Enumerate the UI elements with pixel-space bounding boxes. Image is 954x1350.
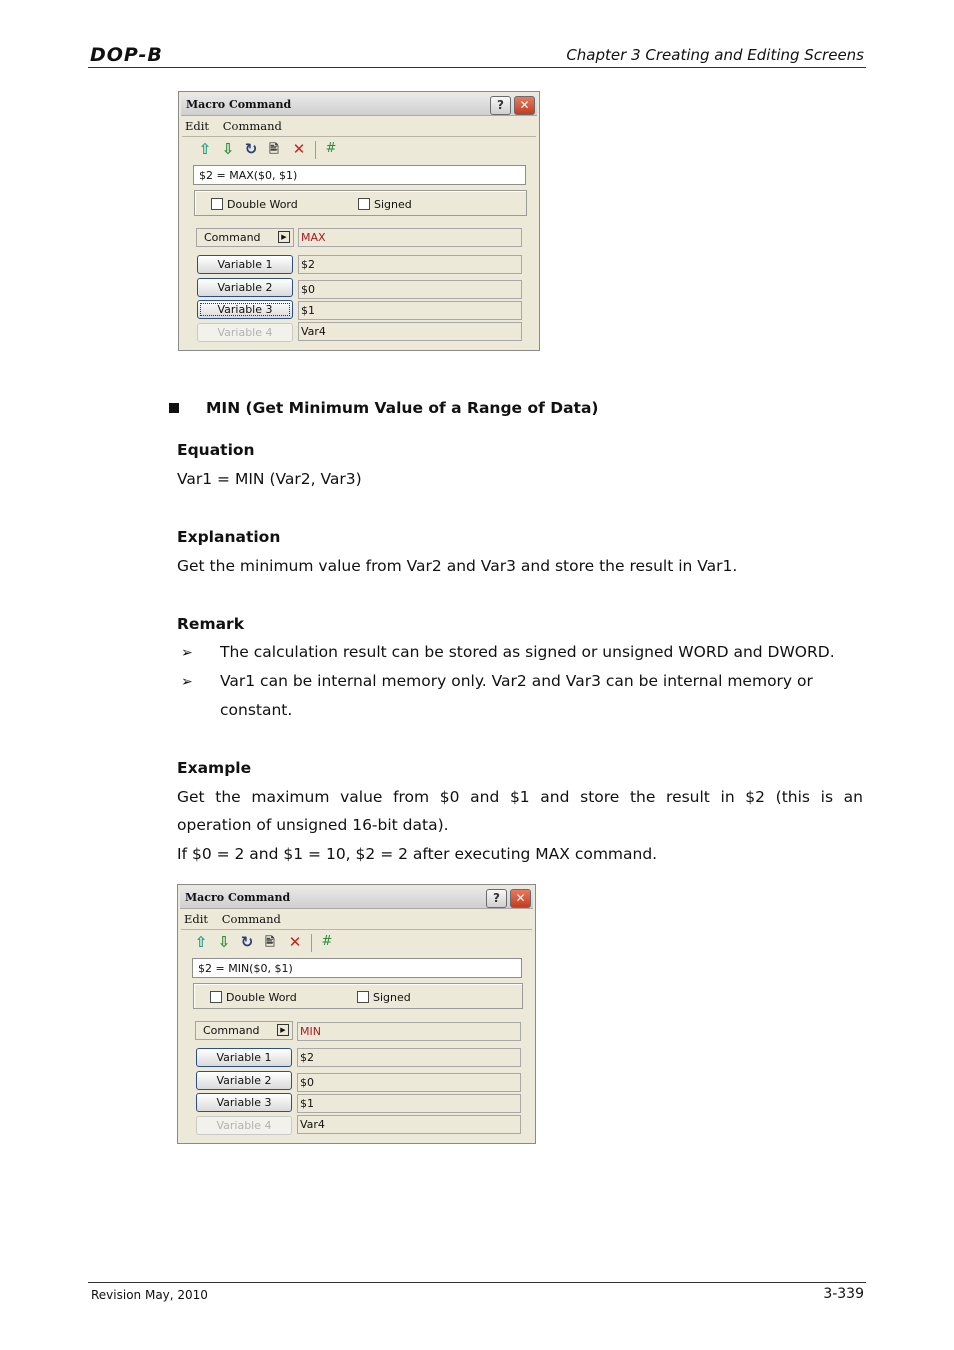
variable-1-button[interactable]: Variable 1 bbox=[197, 255, 293, 274]
equation-label: Equation bbox=[177, 441, 255, 459]
double-word-checkbox[interactable] bbox=[210, 991, 297, 1004]
toolbar-separator bbox=[315, 141, 316, 159]
section-heading: MIN (Get Minimum Value of a Range of Data) bbox=[206, 399, 599, 417]
command-value-field: MIN bbox=[297, 1022, 521, 1041]
command-label: Command bbox=[203, 1024, 260, 1037]
move-up-icon[interactable]: ⇧ bbox=[194, 933, 208, 951]
expression-input[interactable]: $2 = MIN($0, $1) bbox=[192, 958, 522, 978]
signed-label: Signed bbox=[373, 991, 411, 1004]
double-word-checkbox[interactable] bbox=[211, 198, 298, 211]
undo-icon[interactable]: ↻ bbox=[244, 140, 258, 158]
close-button[interactable]: ✕ bbox=[514, 96, 535, 115]
move-down-icon[interactable]: ⇩ bbox=[221, 140, 235, 158]
variable-3-field[interactable]: $1 bbox=[298, 301, 522, 320]
variable-4-button: Variable 4 bbox=[196, 1116, 292, 1135]
checkbox-box-icon[interactable] bbox=[210, 991, 222, 1003]
checkbox-box-icon[interactable] bbox=[358, 198, 370, 210]
remark-arrow-icon: ➢ bbox=[181, 674, 193, 690]
expression-input[interactable]: $2 = MAX($0, $1) bbox=[193, 165, 526, 185]
variable-2-field[interactable]: $0 bbox=[298, 280, 522, 299]
dialog-title: Macro Command bbox=[185, 891, 291, 904]
command-value-field: MAX bbox=[298, 228, 522, 247]
variable-2-field[interactable]: $0 bbox=[297, 1073, 521, 1092]
options-panel bbox=[194, 190, 527, 216]
header-rule bbox=[88, 67, 866, 68]
copy-icon[interactable]: 🖹 bbox=[269, 142, 279, 156]
remark-item-2-cont: constant. bbox=[220, 701, 293, 719]
signed-label: Signed bbox=[374, 198, 412, 211]
help-button[interactable]: ? bbox=[486, 889, 507, 908]
undo-icon[interactable]: ↻ bbox=[240, 933, 254, 951]
menu-separator bbox=[181, 929, 532, 930]
macro-command-dialog-max bbox=[178, 91, 540, 351]
delete-icon[interactable]: ✕ bbox=[288, 933, 302, 951]
example-line-3: If $0 = 2 and $1 = 10, $2 = 2 after executing MAX command. bbox=[177, 845, 658, 863]
menu-separator bbox=[182, 136, 536, 137]
double-word-label: Double Word bbox=[227, 198, 298, 211]
copy-icon[interactable]: 🖹 bbox=[265, 935, 275, 949]
revision-text: Revision May, 2010 bbox=[91, 1288, 208, 1302]
checkbox-box-icon[interactable] bbox=[357, 991, 369, 1003]
macro-command-dialog-min bbox=[177, 884, 536, 1144]
dialog-titlebar bbox=[181, 94, 537, 116]
example-line-2: operation of unsigned 16-bit data). bbox=[177, 816, 449, 834]
menu-edit[interactable]: Edit bbox=[185, 119, 210, 133]
command-label: Command bbox=[204, 231, 261, 244]
example-label: Example bbox=[177, 759, 252, 777]
page-number: 3-339 bbox=[823, 1286, 864, 1302]
double-word-label: Double Word bbox=[226, 991, 297, 1004]
variable-1-field[interactable]: $2 bbox=[298, 255, 522, 274]
signed-checkbox[interactable] bbox=[357, 991, 411, 1004]
close-button[interactable]: ✕ bbox=[510, 889, 531, 908]
example-line-1: Get the maximum value from $0 and $1 and store the result in $2 (this is an bbox=[177, 788, 863, 806]
remark-item-2: Var1 can be internal memory only. Var2 and Var3 can be internal memory or bbox=[220, 672, 813, 690]
variable-1-button[interactable]: Variable 1 bbox=[196, 1048, 292, 1067]
chapter-title: Chapter 3 Creating and Editing Screens bbox=[566, 46, 864, 64]
variable-3-button[interactable]: Variable 3 bbox=[196, 1093, 292, 1112]
command-selector[interactable] bbox=[196, 228, 294, 247]
command-selector[interactable] bbox=[195, 1021, 293, 1040]
menu-command[interactable]: Command bbox=[222, 119, 282, 133]
move-up-icon[interactable]: ⇧ bbox=[198, 140, 212, 158]
explanation-label: Explanation bbox=[177, 528, 281, 546]
options-panel bbox=[193, 983, 523, 1009]
checkbox-box-icon[interactable] bbox=[211, 198, 223, 210]
toolbar-separator bbox=[311, 934, 312, 952]
variable-4-button: Variable 4 bbox=[197, 323, 293, 342]
hash-icon[interactable]: # bbox=[321, 934, 333, 949]
arrow-right-icon[interactable]: ▶ bbox=[278, 231, 290, 243]
remark-arrow-icon: ➢ bbox=[181, 645, 193, 661]
help-button[interactable]: ? bbox=[490, 96, 511, 115]
explanation-text: Get the minimum value from Var2 and Var3 and store the result in Var1. bbox=[177, 557, 738, 575]
variable-3-field[interactable]: $1 bbox=[297, 1094, 521, 1113]
dialog-titlebar bbox=[180, 887, 533, 909]
menu-bar bbox=[184, 912, 291, 926]
variable-4-field: Var4 bbox=[298, 322, 522, 341]
equation-text: Var1 = MIN (Var2, Var3) bbox=[177, 470, 362, 488]
hash-icon[interactable]: # bbox=[325, 141, 337, 156]
variable-3-button[interactable]: Variable 3 bbox=[197, 300, 293, 319]
menu-edit[interactable]: Edit bbox=[184, 912, 209, 926]
section-bullet bbox=[169, 403, 179, 413]
variable-2-button[interactable]: Variable 2 bbox=[196, 1071, 292, 1090]
footer-rule bbox=[88, 1282, 866, 1283]
delete-icon[interactable]: ✕ bbox=[292, 140, 306, 158]
signed-checkbox[interactable] bbox=[358, 198, 412, 211]
menu-command[interactable]: Command bbox=[221, 912, 281, 926]
variable-4-field: Var4 bbox=[297, 1115, 521, 1134]
menu-bar bbox=[185, 119, 292, 133]
move-down-icon[interactable]: ⇩ bbox=[217, 933, 231, 951]
variable-1-field[interactable]: $2 bbox=[297, 1048, 521, 1067]
remark-item-1: The calculation result can be stored as signed or unsigned WORD and DWORD. bbox=[220, 643, 835, 661]
remark-label: Remark bbox=[177, 615, 245, 633]
dialog-title: Macro Command bbox=[186, 98, 292, 111]
dop-b-logo: DOP-B bbox=[90, 44, 163, 66]
variable-2-button[interactable]: Variable 2 bbox=[197, 278, 293, 297]
arrow-right-icon[interactable]: ▶ bbox=[277, 1024, 289, 1036]
